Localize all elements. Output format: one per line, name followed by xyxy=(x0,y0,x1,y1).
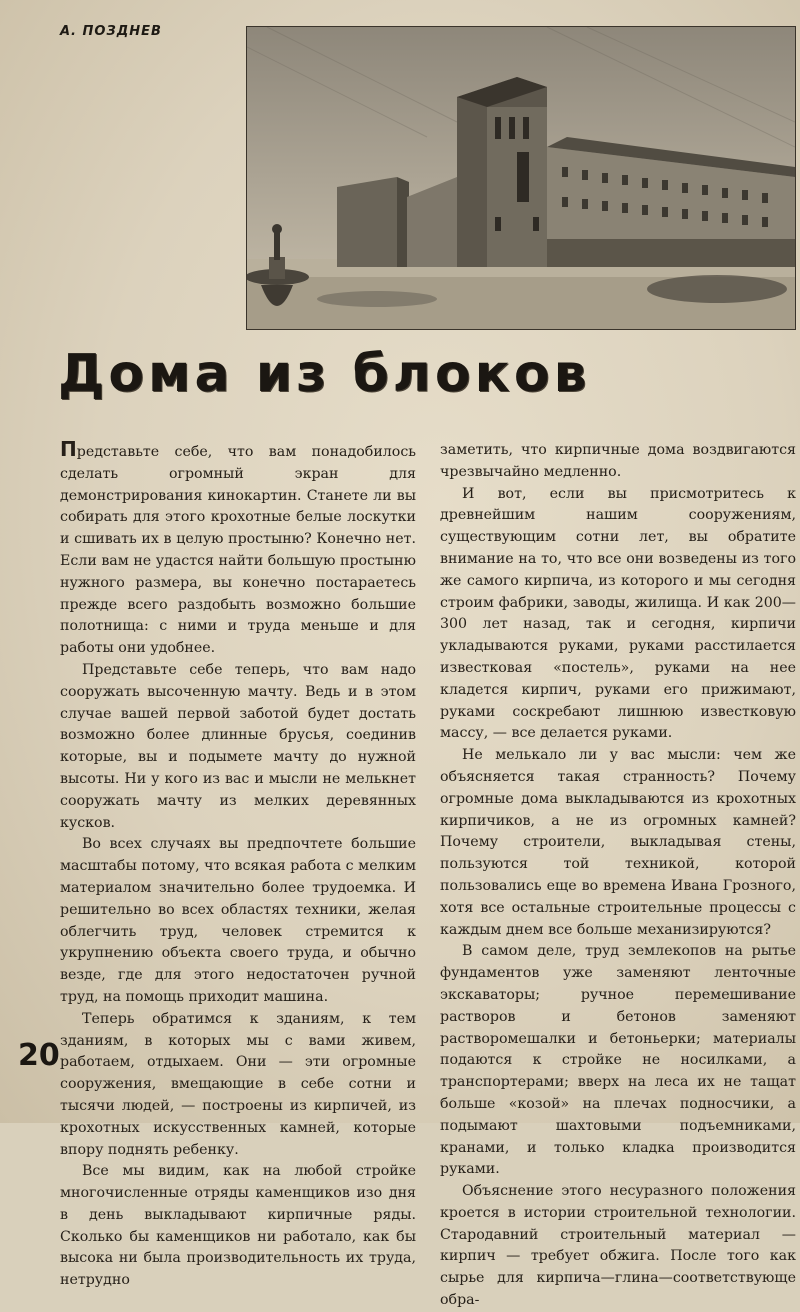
building-illustration xyxy=(246,26,796,330)
paragraph: Объяснение этого несуразного положения кроется в истории строительной технологии. Стародавний строительный материал — кирпич — требует обжига. После того как сырье для кирпича—глина—соответствующе обра- xyxy=(440,1183,796,1309)
article-title: Дома из блоков xyxy=(58,344,591,404)
drop-cap: П xyxy=(60,437,77,461)
article-column-left xyxy=(60,437,416,1292)
article-column-right xyxy=(440,440,796,1312)
paragraph: Все мы видим, как на любой стройке многочисленные отряды каменщиков изо дня в день выкладывают кирпичные ряды. Сколько бы каменщиков ни работало, как бы высока ни была производительность их труда, нетрудно xyxy=(60,1163,416,1289)
paragraph: В самом деле, труд землекопов на рытье фундаментов уже заменяют ленточные экскаваторы; ручное перемешивание растворов и бетонов заменяют растворомешалки и бетоньерки; материалы подаются к стройке не носилками, а транспортерами; вверх на леса их не тащат больше «козой» на плечах подносчики, а подымают шахтовыми подъемниками, кранами, и только кладка производится руками. xyxy=(440,943,796,1178)
paragraph: Теперь обратимся к зданиям, к тем зданиям, в которых мы с вами живем, работаем, отдыхаем. Они — эти огромные сооружения, вмещающие в себе сотни и тысячи людей, — построены из кирпичей, из крохотных искусственных камней, которые впору поднять ребенку. xyxy=(60,1010,416,1158)
building-illustration-icon xyxy=(247,27,795,329)
paragraph: заметить, что кирпичные дома воздвигаются чрезвычайно медленно. xyxy=(440,442,796,480)
paragraph xyxy=(60,437,416,660)
paragraph: Представьте себе теперь, что вам надо сооружать высоченную мачту. Ведь и в этом случае вашей первой заботой будет достать возможно более длинные брусья, соединив которые, вы и подымете мачту до нужной высоты. Ни у кого из вас и мысли не мелькнет сооружать мачту из мелких деревянных кусков. xyxy=(60,661,416,831)
paragraph: Не мелькало ли у вас мысли: чем же объясняется такая странность? Почему огромные дома выкладываются из крохотных кирпичиков, а не из огромных камней? Почему строители, выкладывая стены, пользуются той техникой, которой пользовались еще во времена Ивана Грозного, хотя все остальные строительные процессы с каждым днем все больше механизируются? xyxy=(440,747,796,938)
author-name: А. ПОЗДНЕВ xyxy=(60,24,162,39)
paragraph-text: редставьте себе, что вам понадобилось сделать огромный экран для демонстрирования кинокартин. Станете ли вы собирать для этого крохотные белые лоскутки и сшивать их в целую простыню? Конечно нет. Если вам не удастся найти большую простыню нужного размера, вы конечно постараетесь прежде всего раздобыть возможно большие полотнища: с ними и труда меньше и для работы они удобнее. xyxy=(60,444,416,657)
page-number: 20 xyxy=(18,1038,60,1073)
paragraph: Во всех случаях вы предпочтете большие масштабы потому, что всякая работа с мелким материалом значительно более трудоемка. И решительно во всех областях техники, желая облегчить труд, человек стремится к укрупнению объекта своего труда, и обычно везде, где для этого недостаточен ручной труд, на помощь приходит машина. xyxy=(60,836,416,1005)
paragraph: И вот, если вы присмотритесь к древнейшим нашим сооружениям, существующим сотни лет, вы обратите внимание на то, что все они возведены из того же самого кирпича, из которого и мы сегодня строим фабрики, заводы, жилища. И как 200—300 лет назад, так и сегодня, кирпичи укладываются руками, руками расстилается известковая «постель», руками на нее кладется кирпич, руками его прижимают, руками соскребают лишнюю известковую массу, — все делается руками. xyxy=(440,485,796,742)
